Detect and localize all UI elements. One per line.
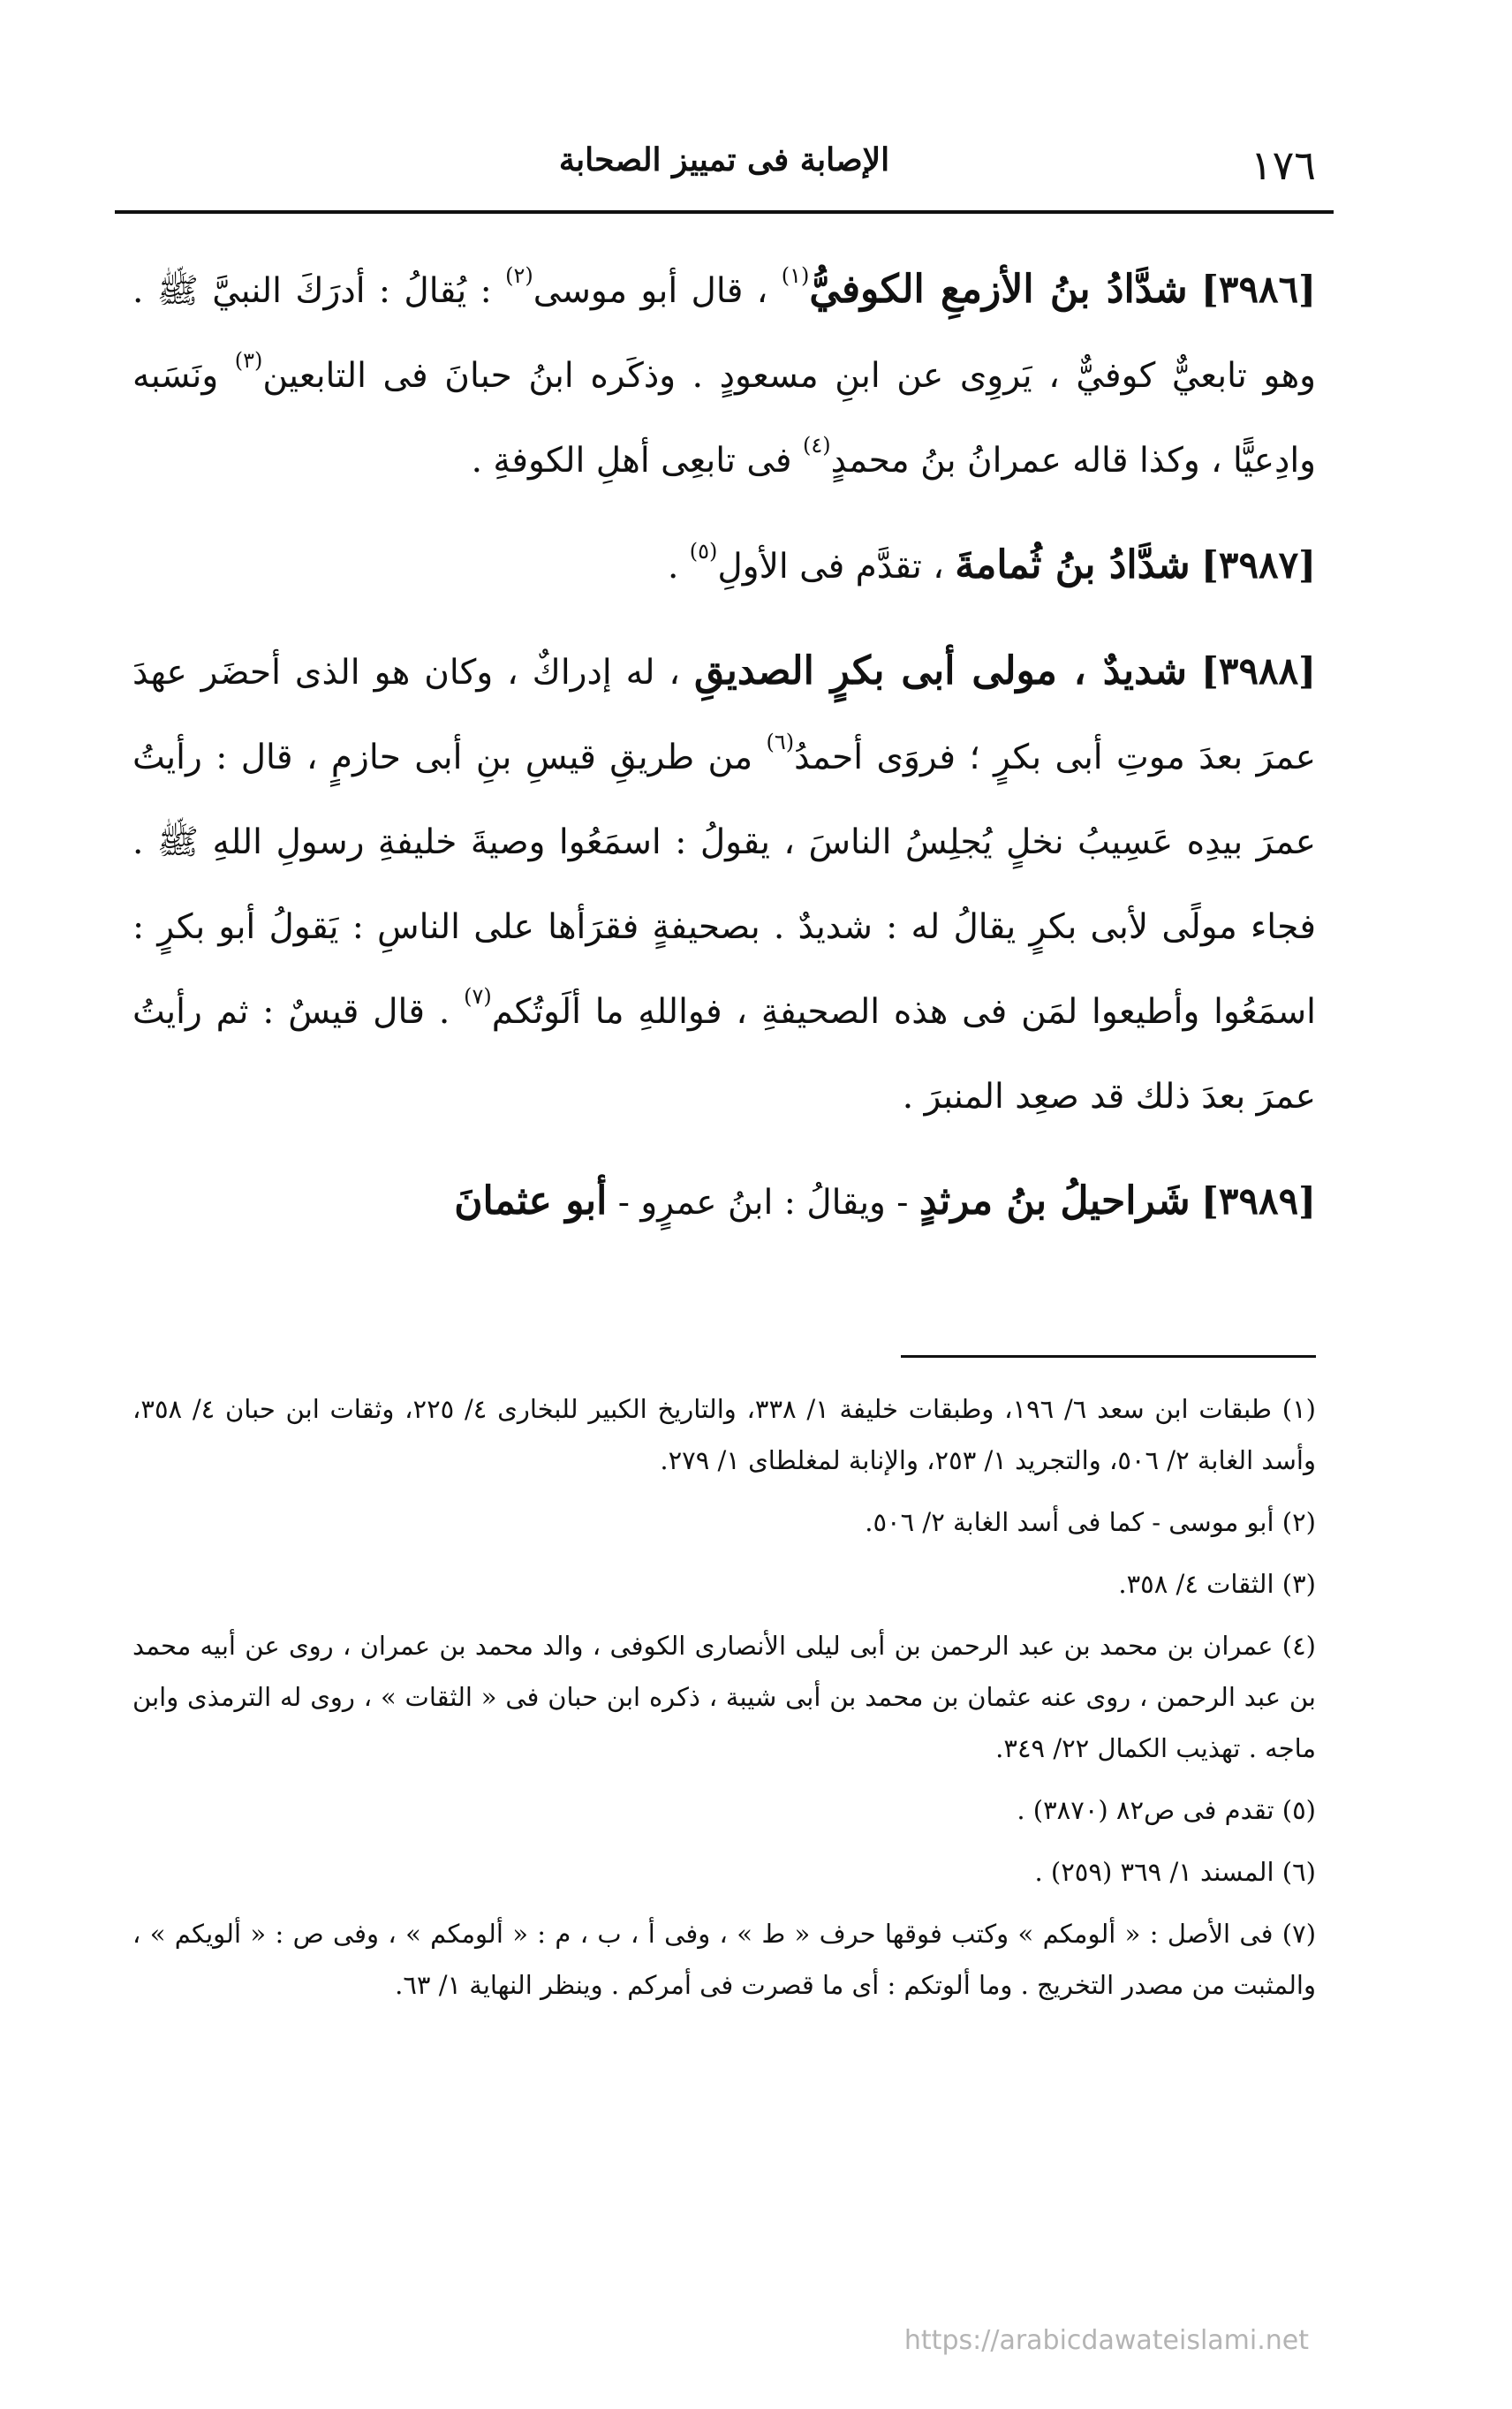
entry-name: شدَّادُ بنُ الأزمعِ الكوفيُّ [809,267,1188,312]
entry-text: : يُقالُ : أدرَكَ النبيَّ ﷺ . وهو تابعيٌّ كوفيٌّ ، يَروِى عن ابنِ مسعودٍ . وذكَره ابنُ حبانَ فى التابعين [132,271,1316,396]
entry-text: . قال قيسٌ : ثم رأيتُ عمرَ بعدَ ذلك قد صعِد المنبرَ . [132,992,1316,1117]
watermark-url: https://arabicdawateislami.net [903,2325,1309,2356]
running-head [132,141,1316,203]
footnote-rule [901,1355,1316,1358]
entry-name: شديدٌ ، مولى أبى بكرٍ الصديقِ [693,648,1188,693]
book-page [132,133,1316,2359]
footnote-5: (٥) تقدم فى ص٨٢ (٣٨٧٠) . [1017,1795,1316,1825]
entry-number: [٣٩٨٦] [1201,268,1316,311]
header-rule [115,210,1334,214]
footnote-ref: (٣) [234,348,263,373]
entry-3986 [132,247,1316,504]
entry-text: ، له إدراكٌ ، وكان هو الذى أحضَر عهدَ عمرَ بعدَ موتِ أبى بكرٍ ؛ فروَى أحمدُ [132,653,1316,777]
entry-name: أبو عثمانَ [454,1178,608,1223]
main-text [132,247,1316,1246]
entry-3988 [132,629,1316,1140]
footnote-ref: (٤) [802,433,831,458]
footnote-ref: (١) [781,263,810,288]
entry-text: ونَسَبه وادِعيًّا ، وكذا قاله عمرانُ بنُ محمدٍ [132,356,1316,481]
page-number: ١٧٦ [1250,141,1316,189]
footnotes [132,1383,1316,2021]
footnote-3: (٣) الثقات ٤/ ٣٥٨. [1118,1569,1316,1599]
entry-text: - ويقالُ : ابنُ عمرٍو - [607,1183,919,1223]
footnote-4: (٤) عمران بن محمد بن عبد الرحمن بن أبى ليلى الأنصارى الكوفى ، والد محمد بن عمران ، روى عن أبيه محمد بن عبد الرحمن ، روى عنه عثمان بن محمد بن أبى شيبة ، ذكره ابن حبان فى « الثقات » ، روى له الترمذى وابن ماجه . تهذيب الكمال ٢٢/ ٣٤٩. [132,1631,1316,1763]
footnote-ref: (٧) [464,984,492,1009]
running-title: الإصابة فى تمييز الصحابة [558,141,890,178]
entry-text: . [667,547,690,587]
entry-3987 [132,523,1316,610]
entry-name: شَراحيلُ بنُ مرثدٍ [919,1178,1191,1223]
entry-number: [٣٩٨٨] [1201,649,1316,693]
entry-number: [٣٩٨٩] [1201,1179,1316,1223]
entry-text: من طريقِ قيسِ بنِ أبى حازمٍ ، قال : رأيتُ عمرَ بيدِه عَسِيبُ نخلٍ يُجلِسُ الناسَ ، يقولُ : اسمَعُوا وصيةَ خليفةِ رسولِ اللهِ ﷺ . فجاء مولًى لأبى بكرٍ يقالُ له : شديدٌ . بصحيفةٍ فقرَأها على الناسِ : يَقولُ أبو بكرٍ : اسمَعُوا وأطيعوا لمَن فى هذه الصحيفةِ ، فواللهِ ما ألَوتُكم [132,738,1317,1032]
footnote-ref: (٦) [766,730,795,754]
footnote-7: (٧) فى الأصل : « ألومكم » وكتب فوقها حرف « ط » ، وفى أ ، ب ، م : « ألومكم » ، وفى ص : « ألويكم » ، والمثبت من مصدر التخريج . وما ألوتكم : أى ما قصرت فى أمركم . وينظر النهاية ١/ ٦٣. [132,1919,1317,2000]
entry-name: شدَّادُ بنُ ثُمامةَ [955,542,1191,587]
footnote-ref: (٢) [505,263,533,288]
footnote-1: (١) طبقات ابن سعد ٦/ ١٩٦، وطبقات خليفة ١/ ٣٣٨، والتاريخ الكبير للبخارى ٤/ ٢٢٥، وثقات ابن حبان ٤/ ٣٥٨، وأسد الغابة ٢/ ٥٠٦، والتجريد ١/ ٢٥٣، والإنابة لمغلطاى ١/ ٢٧٩. [132,1394,1316,1475]
entry-number: [٣٩٨٧] [1201,543,1316,587]
entry-text: فى تابعِى أهلِ الكوفةِ . [471,441,803,481]
entry-3989 [132,1159,1316,1246]
entry-text: ، قال أبو موسى [533,271,782,311]
footnote-ref: (٥) [689,539,718,564]
footnote-2: (٢) أبو موسى - كما فى أسد الغابة ٢/ ٥٠٦. [865,1507,1316,1537]
footnote-6: (٦) المسند ١/ ٣٦٩ (٢٥٩) . [1034,1857,1316,1887]
entry-text: ، تقدَّم فى الأولِ [717,547,956,587]
